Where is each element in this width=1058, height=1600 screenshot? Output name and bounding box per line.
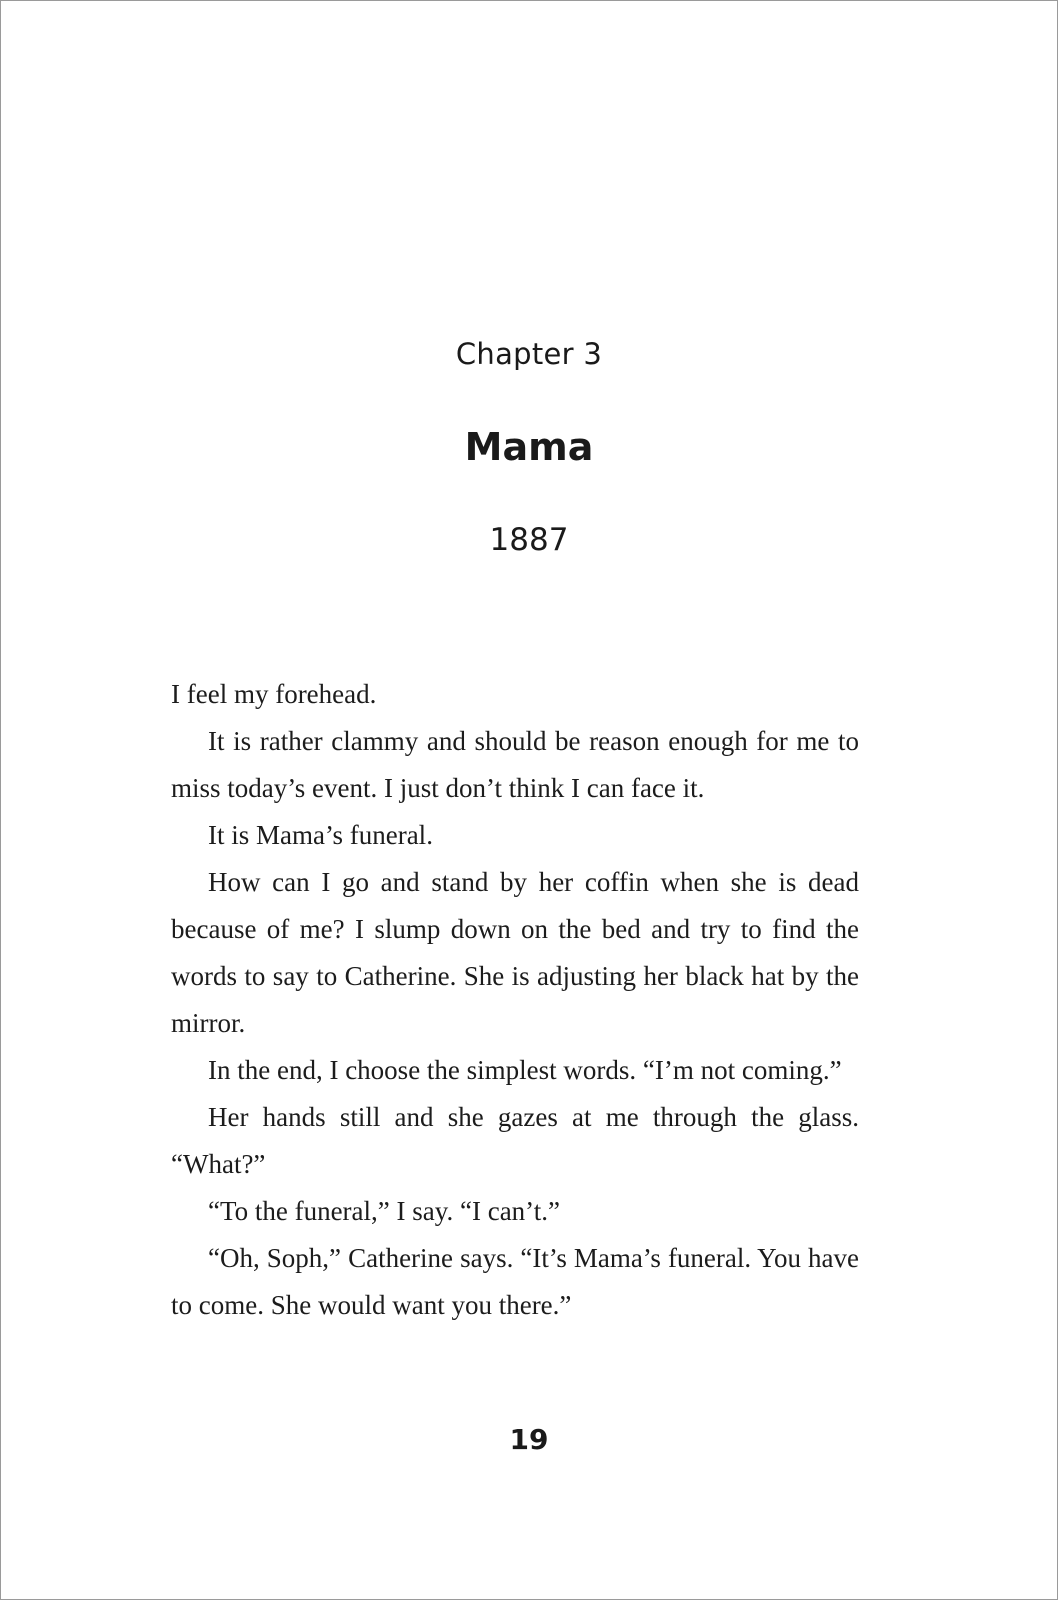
paragraph: I feel my forehead.: [171, 679, 377, 709]
paragraph: It is rather clammy and should be reason enough for me to miss today’s event. I just don’t think I can face it.: [171, 726, 859, 803]
paragraph: How can I go and stand by her coffin when she is dead because of me? I slump down on the bed and try to find the words to say to Catherine. She is adjusting her black hat by the mirror.: [171, 867, 859, 1038]
chapter-year: 1887: [489, 522, 569, 558]
paragraph: “To the funeral,” I say. “I can’t.”: [208, 1196, 560, 1226]
chapter-title: Mama: [464, 425, 594, 469]
paragraph: In the end, I choose the simplest words. “I’m not coming.”: [208, 1055, 842, 1085]
paragraph: It is Mama’s funeral.: [208, 820, 433, 850]
body-text: [171, 671, 859, 1329]
page-number: 19: [509, 1423, 549, 1456]
chapter-label: Chapter 3: [455, 337, 603, 371]
paragraph: Her hands still and she gazes at me through the glass. “What?”: [171, 1102, 859, 1179]
paragraph: “Oh, Soph,” Catherine says. “It’s Mama’s funeral. You have to come. She would want you there.”: [171, 1243, 859, 1320]
